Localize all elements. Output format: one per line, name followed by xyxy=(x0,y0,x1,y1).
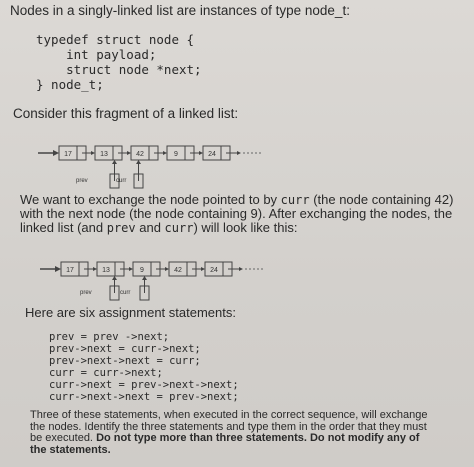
struct-code-line-2: int payload; xyxy=(36,47,157,62)
node-value: 42 xyxy=(136,151,144,158)
curr-pointer xyxy=(116,160,143,188)
list-node xyxy=(61,262,97,276)
struct-code-line-4: } node_t; xyxy=(36,77,104,92)
statement-5: curr->next = prev->next->next; xyxy=(49,379,239,391)
struct-code-line-1: typedef struct node { xyxy=(36,32,195,47)
statement-3: prev->next->next = curr; xyxy=(49,355,201,367)
exchange-text-part: (the node containing 42) with the next node (the node containing 9). After exchanging the nodes, the linked list (and xyxy=(20,192,454,235)
list-node xyxy=(59,146,95,160)
linked-list-diagram-after xyxy=(30,250,280,306)
node-value: 17 xyxy=(64,151,72,158)
list-node xyxy=(97,262,133,276)
node-value: 17 xyxy=(66,267,74,274)
prev-label: prev xyxy=(76,178,88,184)
six-statements-text: Here are six assignment statements: xyxy=(25,305,236,320)
prev-pointer xyxy=(80,276,119,300)
instructions-bold: Do not type more than three statements. Do not modify any of the statements. xyxy=(30,432,420,456)
instructions-paragraph xyxy=(30,410,430,456)
list-node xyxy=(167,146,203,160)
exchange-text-part: We want to exchange the node pointed to by xyxy=(20,192,281,207)
statement-4: curr = curr->next; xyxy=(49,367,163,379)
exchange-text-part: and xyxy=(135,220,165,235)
linked-list-diagram-before xyxy=(28,136,278,198)
exchange-paragraph xyxy=(20,193,465,235)
list-node xyxy=(203,146,262,160)
code-curr: curr xyxy=(280,193,310,207)
list-node xyxy=(95,146,131,160)
exchange-text-part: ) will look like this: xyxy=(193,220,298,235)
node-value: 42 xyxy=(174,267,182,274)
statement-1: prev = prev ->next; xyxy=(49,331,170,343)
consider-text: Consider this fragment of a linked list: xyxy=(13,106,239,121)
curr-label: curr xyxy=(116,178,127,184)
curr-label: curr xyxy=(120,290,131,296)
node-value: 9 xyxy=(174,151,178,158)
list-node xyxy=(205,262,264,276)
list-node xyxy=(133,262,169,276)
intro-text: Nodes in a singly-linked list are instances of type node_t: xyxy=(10,3,350,18)
curr-pointer xyxy=(120,276,149,300)
node-value: 13 xyxy=(100,151,108,158)
statement-6: curr->next->next = prev->next; xyxy=(49,391,239,403)
code-prev: prev xyxy=(106,221,136,235)
prev-pointer xyxy=(76,160,119,188)
list-node xyxy=(169,262,205,276)
statement-2: prev->next = curr->next; xyxy=(49,343,201,355)
node-value: 24 xyxy=(208,151,216,158)
node-value: 24 xyxy=(210,267,218,274)
incoming-pointer-arrowhead xyxy=(53,150,59,156)
instructions-normal: Three of these statements, when executed in the correct sequence, will exchange the nodes. Identify the three statements and type them in the order that they must be executed. xyxy=(30,409,428,444)
struct-code-line-3: struct node *next; xyxy=(36,62,202,77)
code-curr: curr xyxy=(164,221,194,235)
list-node xyxy=(131,146,167,160)
node-value: 13 xyxy=(102,267,110,274)
node-value: 9 xyxy=(140,267,144,274)
prev-label: prev xyxy=(80,290,92,296)
